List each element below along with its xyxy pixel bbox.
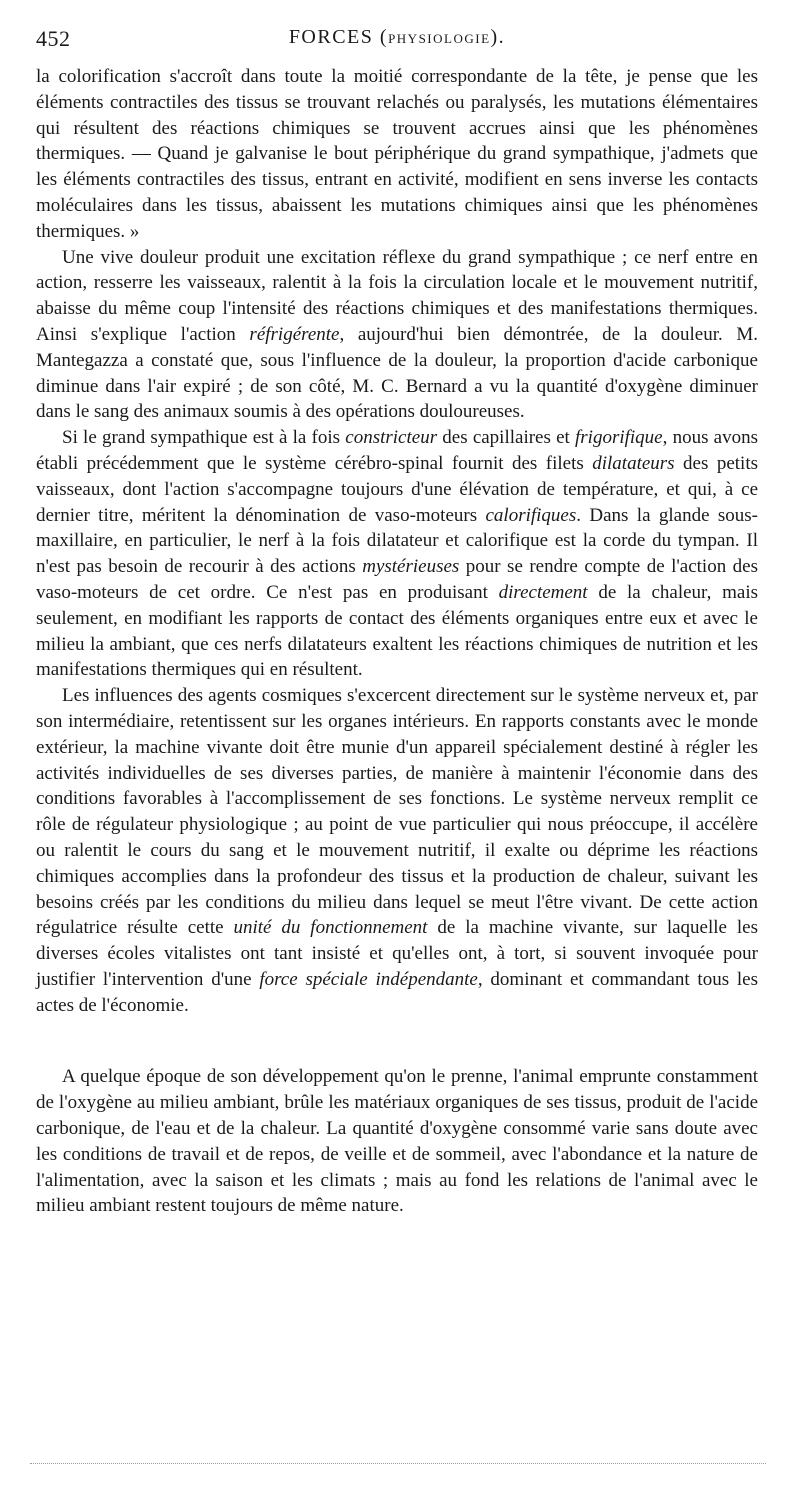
text-run: A quelque époque de son développement qu'on le prenne, l'animal emprunte constamment de l'oxygène au milieu ambiant, brûle les matériaux organiques de ses tissus, produit de l'acide carbonique, de l'eau et de la chaleur. La quantité d'oxygène consommé varie sans doute avec les conditions de travail et de repos, de veille et de sommeil, avec l'abondance et la nature de l'alimentation, avec la saison et les climats ; mais au fond les relations de l'animal avec le milieu ambiant restent toujours de même nature.	[36, 1066, 758, 1217]
text-run: des capillaires et	[437, 427, 575, 449]
italic-text: constricteur	[345, 427, 438, 449]
running-head-close: ).	[490, 26, 506, 48]
text-run: des petits vaisseaux, dont l'action s'accompagne toujours d'une élévation de température, et qui, à ce dernier titre, méritent la dénomination de vaso-moteurs	[36, 452, 758, 526]
text-run: , dominant et commandant tous les actes de l'économie.	[36, 968, 758, 1016]
text-run: pour se rendre compte de l'action des vaso-moteurs de cet ordre. Ce n'est pas en produisant	[36, 556, 758, 603]
text-run: de la chaleur, mais seulement, en modifiant les rapports de contact des éléments organiques entre eux et avec le milieu la ambiant, que ces nerfs dilatateurs exaltent les réactions chimiques de nutrition et les manifestations thermiques qui en résultent.	[36, 581, 758, 681]
italic-text: directement	[498, 581, 588, 603]
text-run: , aujourd'hui bien démontrée, de la douleur. M. Mantegazza a constaté que, sous l'influence de la douleur, la proportion d'acide carbonique diminue dans l'air expiré ; de son côté, M. C. Bernard a vu la quantité d'oxygène diminuer dans le sang des animaux soumis à des opérations douloureuses.	[36, 323, 758, 423]
italic-text: réfrigérente	[249, 323, 340, 345]
paragraph	[36, 1064, 758, 1219]
italic-text: frigorifique	[575, 427, 663, 449]
italic-text: dilatateurs	[592, 452, 675, 474]
paragraph	[36, 683, 758, 1018]
text-run: Les influences des agents cosmiques s'excercent directement sur le système nerveux et, par son intermédiaire, retentissent sur les organes intérieurs. En rapports constants avec le monde extérieur, la machine vivante doit être munie d'un appareil spécialement destiné à régler les activités individuelles de ses diverses parties, de manière à maintenir l'économie dans des conditions favorables à l'accomplissement de ses fonctions. Le système nerveux remplit ce rôle de régulateur physiologique ; au point de vue particulier qui nous préoccupe, il accélère ou ralentit le cours du sang et le mouvement nutritif, il exalte ou déprime les réactions chimiques accomplies dans la profondeur des tissus et la production de chaleur, suivant les besoins créés par les conditions du milieu dans lequel se meut l'être vivant. De cette action régulatrice résulte cette	[36, 685, 758, 939]
text-run: . Dans la glande sous-maxillaire, en particulier, le nerf à la fois dilatateur et calorifique est la corde du tympan. Il n'est pas besoin de recourir à des actions	[36, 504, 758, 578]
running-head-title: FORCES (	[288, 26, 389, 48]
italic-text: force spéciale indépendante	[259, 968, 478, 990]
paragraph	[36, 245, 758, 426]
running-head-subtitle: PHYSIOLOGIE	[388, 31, 491, 46]
paragraph	[36, 64, 758, 245]
body-text	[36, 64, 758, 1219]
footer-rule	[30, 1463, 766, 1464]
page-header	[36, 26, 758, 60]
running-head	[36, 26, 758, 49]
page-number: 452	[36, 26, 71, 51]
italic-text: unité du fonctionnement	[233, 917, 428, 939]
italic-text: mystérieuses	[362, 556, 460, 578]
paragraph	[36, 425, 758, 683]
text-run: de la machine vivante, sur laquelle les diverses écoles vitalistes ont tant insisté et qu'elles ont, à tort, si souvent invoquée pour justifier l'intervention d'une	[36, 917, 758, 990]
italic-text: calorifiques	[485, 504, 577, 526]
text-run: , nous avons établi précédemment que le système cérébro-spinal fournit des filets	[36, 427, 758, 474]
text-run: Une vive douleur produit une excitation réflexe du grand sympathique ; ce nerf entre en action, resserre les vaisseaux, ralentit à la fois la circulation locale et le mouvement nutritif, abaisse du même coup l'intensité des réactions chimiques et des manifestations thermiques. Ainsi s'explique l'action	[36, 246, 758, 345]
text-run: la colorification s'accroît dans toute la moitié correspondante de la tête, je pense que les éléments contractiles des tissus se trouvant relachés ou paralysés, les mutations élémentaires qui résultent des réactions chimiques se trouvent accrues ainsi que les phénomènes thermiques. — Quand je galvanise le bout périphérique du grand sympathique, j'admets que les éléments contractiles des tissus, entrant en activité, modifient en sens inverse les contacts moléculaires dans les tissus, abaissent les mutations chimiques ainsi que les phénomènes thermiques. »	[36, 66, 758, 242]
text-run: Si le grand sympathique est à la fois	[62, 427, 346, 449]
